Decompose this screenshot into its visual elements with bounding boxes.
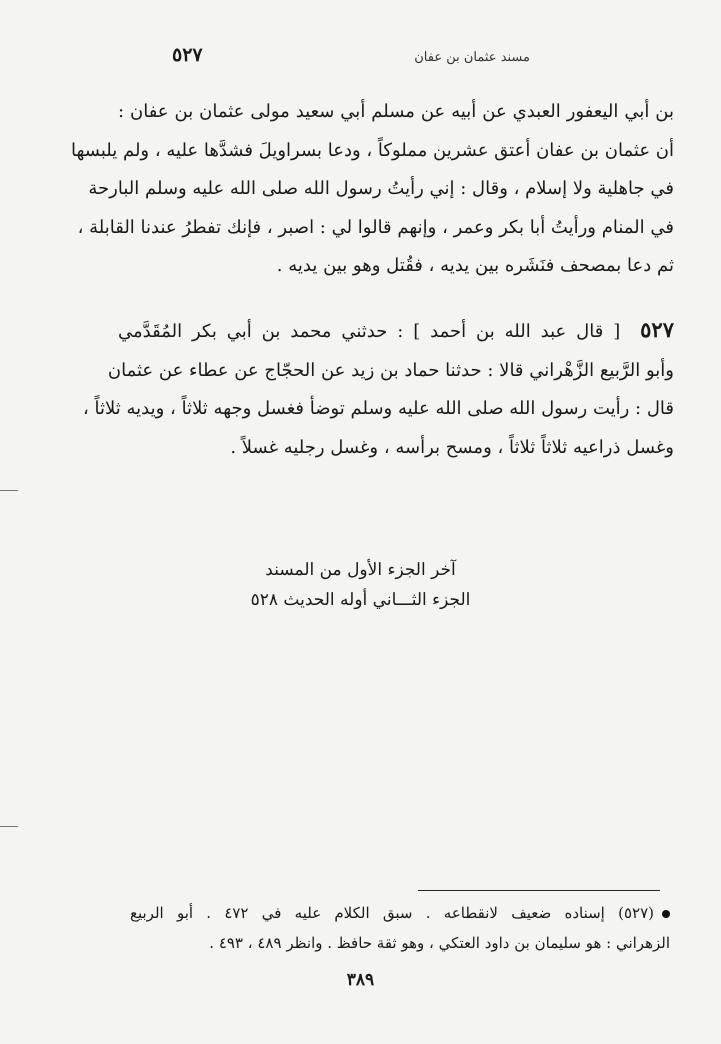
footnote [130, 898, 670, 958]
text-line: أن عثمان بن عفان أعتق عشرين مملوكاً ، ودعا بسراويلَ فشدَّها عليه ، ولم يلبسها [71, 139, 674, 161]
paragraph-continued-hadith [71, 93, 674, 286]
text-line: في المنام ورأيتُ أبا بكر وعمر ، وإنهم قالوا لي : اصبر ، فإنك تفطرُ عندنا القابلة ، [77, 216, 674, 238]
text-line: قال : رأيت رسول الله صلى الله عليه وسلم توضأ فغسل وجهه ثلاثاً ، ويديه ثلاثاً ، [83, 398, 674, 419]
end-of-part-line: آخر الجزء الأول من المسند [265, 560, 456, 580]
text-line: وأبو الرَّبيع الزَّهْراني قالا : حدثنا حماد بن زيد عن الحجّاج عن عطاء عن عثمان [107, 359, 674, 381]
hadith-527 [83, 311, 674, 467]
running-header-hadith-number: ٥٢٧ [172, 44, 203, 66]
page-number: ٣٨٩ [346, 970, 375, 990]
running-header-title: مسند عثمان بن عفان [414, 50, 530, 65]
text-line: وغسل ذراعيه ثلاثاً ثلاثاً ، ومسح برأسه ، وغسل رجليه غسلاً . [230, 436, 674, 458]
bullet-icon [662, 910, 670, 918]
footnote-line: الزهراني : هو سليمان بن داود العتكي ، وهو ثقة حافظ . وانظر ٤٨٩ ، ٤٩٣ . [209, 934, 670, 952]
text-line: ثم دعا بمصحف فنَشَره بين يديه ، فقُتل وهو بين يديه . [276, 255, 674, 276]
text-line: بن أبي اليعفور العبدي عن أبيه عن مسلم أبي سعيد مولى عثمان بن عفان : [118, 101, 674, 122]
footnote-line [130, 898, 670, 928]
margin-mark [0, 826, 18, 827]
text-line: في جاهلية ولا إسلام ، وقال : إني رأيتُ رسول الله صلى الله عليه وسلم البارحة [88, 178, 674, 199]
hadith-narrator-bracket: [ قال عبد الله بن أحمد ] [413, 321, 621, 342]
running-header [150, 44, 570, 74]
hadith-first-line [118, 311, 674, 352]
hadith-number: ٥٢٧ [640, 317, 674, 342]
footnote-separator [418, 890, 660, 891]
hadith-first-line-text: : حدثني محمد بن أبي بكر المُقَدَّمي [118, 321, 404, 342]
footnote-line-text: (٥٢٧) إسناده ضعيف لانقطاعه . سبق الكلام عليه في ٤٧٢ . أبو الربيع [130, 904, 654, 922]
next-part-line: الجزء الثـــاني أوله الحديث ٥٢٨ [250, 590, 471, 610]
margin-mark [0, 490, 18, 491]
